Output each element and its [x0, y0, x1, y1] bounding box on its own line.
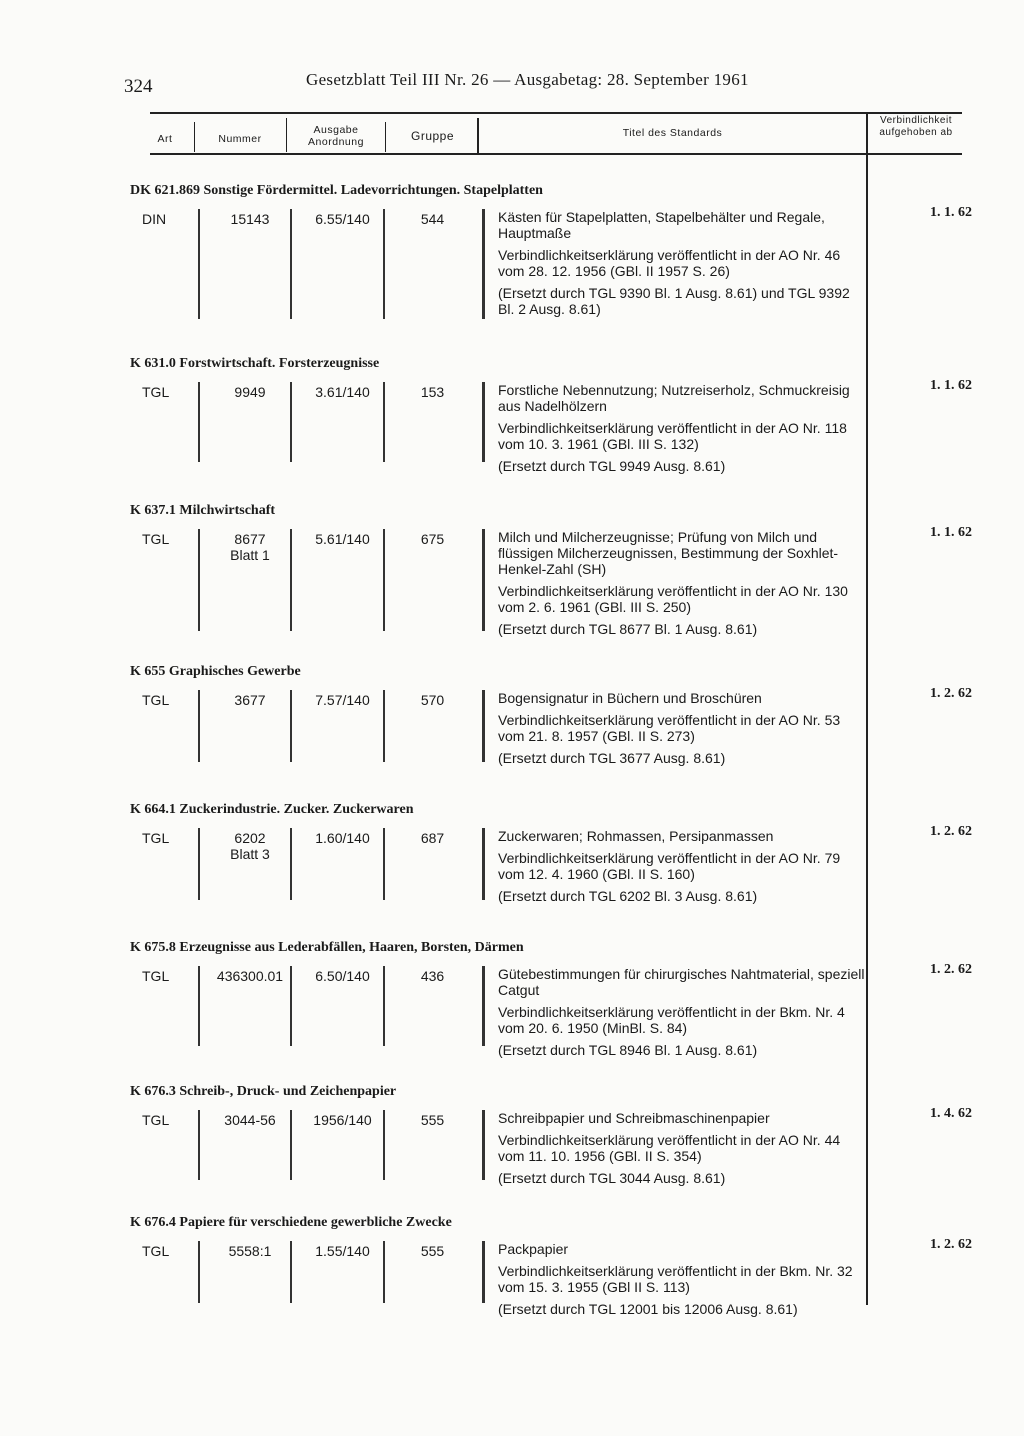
standard-section	[120, 664, 970, 774]
column-rule	[482, 529, 485, 631]
column-rule	[383, 382, 385, 462]
cell-datum: 1. 2. 62	[930, 962, 972, 977]
column-rule	[290, 209, 292, 319]
column-rule	[198, 966, 200, 1046]
standard-section	[120, 1084, 970, 1192]
column-rule	[383, 1241, 385, 1303]
cell-art: TGL	[142, 692, 170, 708]
cell-nummer: 8677	[234, 531, 266, 547]
header-top-rule	[150, 112, 962, 114]
cell-nummer: 3044-56	[224, 1112, 276, 1128]
cell-gruppe: 153	[420, 384, 445, 400]
column-rule	[383, 209, 385, 319]
column-rule	[482, 690, 485, 762]
cell-art: TGL	[142, 531, 170, 547]
cell-ausgabe: 3.61/140	[315, 384, 370, 400]
titel-line: Verbindlichkeitserklärung veröffentlicht in der AO Nr. 118 vom 10. 3. 1961 (GBl. III S. 132)	[498, 420, 847, 452]
cell-art: TGL	[142, 1112, 170, 1128]
titel-line: (Ersetzt durch TGL 9949 Ausg. 8.61)	[498, 458, 726, 474]
titel-line: Kästen für Stapelplatten, Stapelbehälter und Regale, Hauptmaße	[498, 209, 825, 241]
cell-titel	[498, 382, 868, 480]
column-rule	[198, 529, 200, 631]
cell-gruppe: 675	[420, 531, 445, 547]
cell-gruppe: 544	[420, 211, 445, 227]
cell-datum: 1. 2. 62	[930, 1237, 972, 1252]
standard-section	[120, 356, 970, 474]
titel-line: Verbindlichkeitserklärung veröffentlicht in der AO Nr. 79 vom 12. 4. 1960 (GBl. II S. 160)	[498, 850, 841, 882]
column-rule	[290, 382, 292, 462]
cell-datum: 1. 1. 62	[930, 378, 972, 393]
column-rule	[198, 828, 200, 900]
header-divider	[286, 118, 287, 152]
column-rule	[198, 382, 200, 462]
column-rule	[482, 209, 485, 319]
cell-ausgabe: 1956/140	[313, 1112, 372, 1128]
header-divider	[866, 114, 868, 154]
column-rule	[482, 828, 485, 900]
column-rule	[290, 828, 292, 900]
cell-art: DIN	[142, 211, 167, 227]
section-title: K 631.0 Forstwirtschaft. Forsterzeugnisse	[130, 356, 380, 371]
cell-datum: 1. 4. 62	[930, 1106, 972, 1121]
section-title: DK 621.869 Sonstige Fördermittel. Ladevorrichtungen. Stapelplatten	[130, 183, 543, 198]
titel-line: Verbindlichkeitserklärung veröffentlicht in der AO Nr. 46 vom 28. 12. 1956 (GBl. II 1957 S. 26)	[498, 247, 841, 279]
header-divider	[477, 118, 479, 154]
header-nummer: Nummer	[218, 133, 262, 145]
column-rule	[290, 1241, 292, 1303]
column-rule	[482, 1241, 485, 1303]
standard-section	[120, 503, 970, 643]
section-title: K 676.3 Schreib-, Druck- und Zeichenpapier	[130, 1084, 397, 1099]
column-rule	[198, 1110, 200, 1180]
cell-nummer-blatt: Blatt 3	[230, 846, 270, 862]
column-rule	[198, 1241, 200, 1303]
titel-line: (Ersetzt durch TGL 9390 Bl. 1 Ausg. 8.61) und TGL 9392 Bl. 2 Ausg. 8.61)	[498, 285, 850, 317]
titel-line: Packpapier	[498, 1241, 569, 1257]
column-rule	[383, 828, 385, 900]
cell-datum: 1. 1. 62	[930, 525, 972, 540]
cell-nummer: 6202	[234, 830, 266, 846]
cell-nummer: 436300.01	[216, 968, 284, 984]
titel-line: Milch und Milcherzeugnisse; Prüfung von Milch und flüssigen Milcherzeugnissen, Bestimmung der Soxhlet-Henkel-Zahl (SH)	[498, 529, 839, 577]
header-titel: Titel des Standards	[622, 127, 723, 139]
titel-line: (Ersetzt durch TGL 3044 Ausg. 8.61)	[498, 1170, 726, 1186]
cell-datum: 1. 1. 62	[930, 205, 972, 220]
header-art: Art	[157, 133, 173, 145]
column-rule	[290, 966, 292, 1046]
cell-titel	[498, 966, 868, 1064]
header-verbindlich: Verbindlichkeit aufgehoben ab	[879, 115, 953, 138]
column-rule	[482, 966, 485, 1046]
section-title: K 655 Graphisches Gewerbe	[130, 664, 301, 679]
column-rule	[383, 1110, 385, 1180]
column-rule	[383, 529, 385, 631]
cell-art: TGL	[142, 384, 170, 400]
cell-titel	[498, 690, 868, 772]
column-rule	[290, 1110, 292, 1180]
cell-nummer: 3677	[234, 692, 266, 708]
column-rule	[383, 690, 385, 762]
header-bottom-rule	[150, 153, 962, 155]
running-head: Gesetzblatt Teil III Nr. 26 — Ausgabetag: 28. September 1961	[306, 70, 749, 89]
column-rule	[290, 690, 292, 762]
column-rule	[198, 690, 200, 762]
titel-line: Forstliche Nebennutzung; Nutzreiserholz, Schmuckreisig aus Nadelhölzern	[498, 382, 850, 414]
column-rule	[482, 382, 485, 462]
cell-nummer: 5558:1	[228, 1243, 272, 1259]
cell-gruppe: 436	[420, 968, 445, 984]
cell-gruppe: 555	[420, 1243, 445, 1259]
cell-titel	[498, 1110, 868, 1192]
header-divider	[194, 122, 195, 152]
cell-nummer-blatt: Blatt 1	[230, 547, 270, 563]
header-divider	[385, 122, 386, 152]
cell-datum: 1. 2. 62	[930, 686, 972, 701]
cell-titel	[498, 828, 868, 910]
header-ausgabe: Ausgabe Anordnung	[308, 124, 364, 148]
cell-gruppe: 555	[420, 1112, 445, 1128]
column-rule	[290, 529, 292, 631]
titel-line: Verbindlichkeitserklärung veröffentlicht in der Bkm. Nr. 4 vom 20. 6. 1950 (MinBl. S. 84)	[498, 1004, 845, 1036]
cell-nummer: 9949	[234, 384, 266, 400]
section-title: K 637.1 Milchwirtschaft	[130, 503, 276, 518]
standard-section	[120, 802, 970, 912]
column-rule	[383, 966, 385, 1046]
section-title: K 664.1 Zuckerindustrie. Zucker. Zuckerwaren	[130, 802, 414, 817]
cell-art: TGL	[142, 830, 170, 846]
page-number: 324	[124, 76, 153, 97]
cell-art: TGL	[142, 968, 170, 984]
cell-ausgabe: 1.60/140	[315, 830, 370, 846]
titel-line: Verbindlichkeitserklärung veröffentlicht in der AO Nr. 53 vom 21. 8. 1957 (GBl. II S. 273)	[498, 712, 841, 744]
standard-section	[120, 940, 970, 1058]
titel-line: (Ersetzt durch TGL 3677 Ausg. 8.61)	[498, 750, 726, 766]
cell-ausgabe: 6.55/140	[315, 211, 370, 227]
titel-line: Bogensignatur in Büchern und Broschüren	[498, 690, 762, 706]
cell-art: TGL	[142, 1243, 170, 1259]
column-rule	[482, 1110, 485, 1180]
cell-titel	[498, 209, 868, 323]
cell-datum: 1. 2. 62	[930, 824, 972, 839]
titel-line: Verbindlichkeitserklärung veröffentlicht in der Bkm. Nr. 32 vom 15. 3. 1955 (GBl II S. 113)	[498, 1263, 853, 1295]
titel-line: Verbindlichkeitserklärung veröffentlicht in der AO Nr. 130 vom 2. 6. 1961 (GBl. III S. 250)	[498, 583, 848, 615]
cell-ausgabe: 7.57/140	[315, 692, 370, 708]
cell-ausgabe: 1.55/140	[315, 1243, 370, 1259]
section-title: K 675.8 Erzeugnisse aus Lederabfällen, Haaren, Borsten, Därmen	[130, 940, 524, 955]
cell-titel	[498, 1241, 868, 1323]
header-gruppe: Gruppe	[410, 129, 455, 143]
section-title: K 676.4 Papiere für verschiedene gewerbliche Zwecke	[130, 1215, 452, 1230]
standard-section	[120, 183, 970, 331]
titel-line: Zuckerwaren; Rohmassen, Persipanmassen	[498, 828, 774, 844]
cell-gruppe: 570	[420, 692, 445, 708]
cell-titel	[498, 529, 868, 643]
cell-gruppe: 687	[420, 830, 445, 846]
titel-line: Schreibpapier und Schreibmaschinenpapier	[498, 1110, 770, 1126]
cell-ausgabe: 5.61/140	[315, 531, 370, 547]
column-rule	[198, 209, 200, 319]
titel-line: Verbindlichkeitserklärung veröffentlicht in der AO Nr. 44 vom 11. 10. 1956 (GBl. II S. 354)	[498, 1132, 841, 1164]
titel-line: Gütebestimmungen für chirurgisches Nahtmaterial, speziell Catgut	[498, 966, 865, 998]
titel-line: (Ersetzt durch TGL 8946 Bl. 1 Ausg. 8.61)	[498, 1042, 758, 1058]
standard-section	[120, 1215, 970, 1315]
titel-line: (Ersetzt durch TGL 6202 Bl. 3 Ausg. 8.61)	[498, 888, 758, 904]
cell-ausgabe: 6.50/140	[315, 968, 370, 984]
cell-nummer: 15143	[230, 211, 270, 227]
titel-line: (Ersetzt durch TGL 12001 bis 12006 Ausg. 8.61)	[498, 1301, 798, 1317]
titel-line: (Ersetzt durch TGL 8677 Bl. 1 Ausg. 8.61)	[498, 621, 758, 637]
